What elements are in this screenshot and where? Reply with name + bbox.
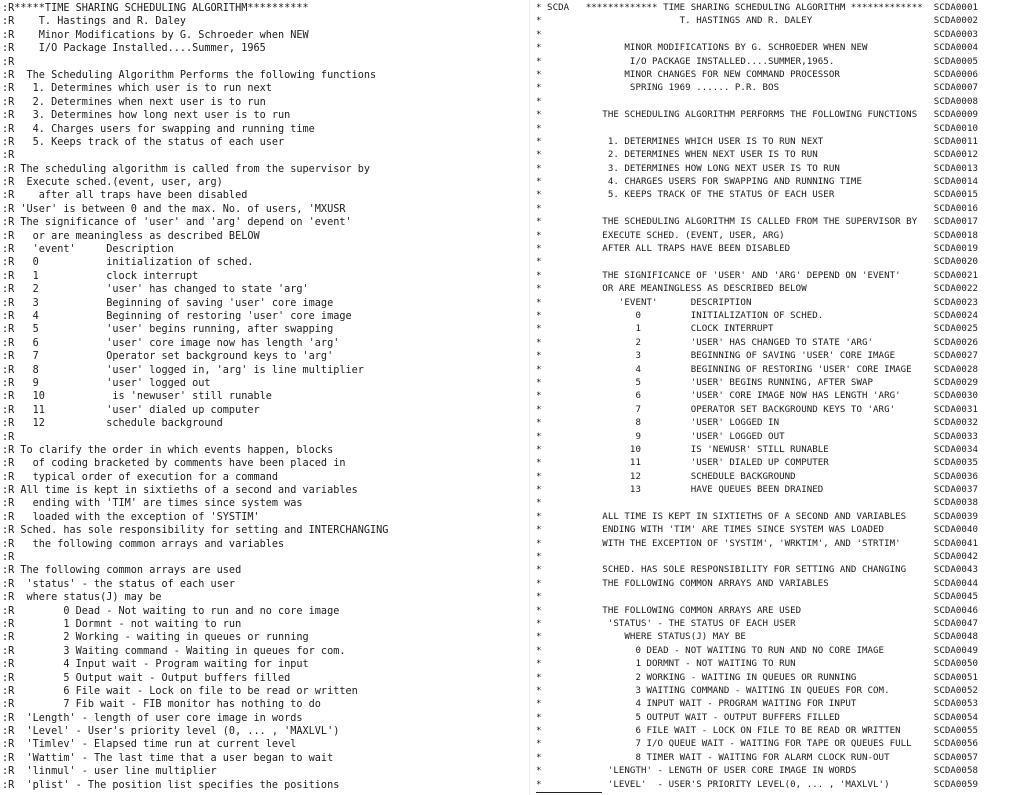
code-line: * 1. DETERMINES WHICH USER IS TO RUN NEXT SCDA0011: [536, 136, 978, 147]
code-line: * SCDA0020: [536, 257, 978, 268]
right-listing-lines: [534, 0, 1024, 792]
code-line: * SCDA ************* TIME SHARING SCHEDULING ALGORITHM ************* SCDA0001: [536, 3, 978, 13]
code-line: * 2 'USER' HAS CHANGED TO STATE 'ARG' SCDA0026: [536, 337, 978, 348]
code-line: * THE SCHEDULING ALGORITHM IS CALLED FROM THE SUPERVISOR BY SCDA0017: [536, 217, 978, 228]
code-line: * 6 'USER' CORE IMAGE NOW HAS LENGTH 'ARG' SCDA0030: [536, 391, 978, 402]
code-line: * 5. KEEPS TRACK OF THE STATUS OF EACH USER SCDA0015: [536, 190, 978, 201]
code-line: :R 'User' is between 0 and the max. No. of users, 'MXUSR: [2, 203, 346, 215]
code-line: :R where status(J) may be: [2, 592, 162, 604]
code-line: * 6 FILE WAIT - LOCK ON FILE TO BE READ OR WRITTEN SCDA0055: [536, 726, 978, 737]
code-line: * ALL TIME IS KEPT IN SIXTIETHS OF A SECOND AND VARIABLES SCDA0039: [536, 511, 978, 522]
code-line: * WHERE STATUS(J) MAY BE SCDA0048: [536, 632, 978, 643]
code-line: :R 5. Keeps track of the status of each user: [2, 136, 285, 148]
code-line: * 10 IS 'NEWUSR' STILL RUNABLE SCDA0034: [536, 444, 978, 455]
code-line: :R 'Level' - User's priority level (0, ... , 'MAXLVL'): [2, 726, 340, 738]
code-line: * 2 WORKING - WAITING IN QUEUES OR RUNNING SCDA0051: [536, 672, 978, 683]
code-line: :R: [2, 150, 15, 162]
code-line: :R after all traps have been disabled: [2, 190, 248, 202]
code-line: * THE FOLLOWING COMMON ARRAYS ARE USED SCDA0046: [536, 605, 978, 616]
code-line: :R 4. Charges users for swapping and running time: [2, 123, 315, 135]
code-line: * THE FOLLOWING COMMON ARRAYS AND VARIABLES SCDA0044: [536, 578, 978, 589]
code-line: :R 4 Input wait - Program waiting for input: [2, 659, 309, 671]
code-line: * 11 'USER' DIALED UP COMPUTER SCDA0035: [536, 458, 978, 469]
code-line: :R The following common arrays are used: [2, 565, 242, 577]
code-line: :R 7 Fib wait - FIB monitor has nothing to do: [2, 699, 321, 711]
code-line: * SCDA0010: [536, 123, 978, 134]
code-line: :R 5 'user' begins running, after swapping: [2, 324, 334, 336]
code-line: * SCDA0003: [536, 29, 978, 40]
code-line: * 7 OPERATOR SET BACKGROUND KEYS TO 'ARG' SCDA0031: [536, 404, 978, 415]
code-line: :R 'linmul' - user line multiplier: [2, 766, 217, 778]
code-line: * 1 CLOCK INTERRUPT SCDA0025: [536, 324, 978, 335]
code-line: * 5 OUTPUT WAIT - OUTPUT BUFFERS FILLED SCDA0054: [536, 712, 978, 723]
code-line: :R*****TIME SHARING SCHEDULING ALGORITHM**********: [2, 3, 309, 14]
code-line: * AFTER ALL TRAPS HAVE BEEN DISABLED SCDA0019: [536, 244, 978, 255]
code-line: :R of coding bracketed by comments have been placed in: [2, 458, 346, 470]
code-line: :R loaded with the exception of 'SYSTIM': [2, 511, 260, 523]
code-line: * MINOR MODIFICATIONS BY G. SCHROEDER WHEN NEW SCDA0004: [536, 43, 978, 54]
code-line: :R 'Wattim' - The last time that a user began to wait: [2, 752, 334, 764]
code-line: :R 3 Waiting command - Waiting in queues for com.: [2, 645, 346, 657]
code-line: * 4 BEGINNING OF RESTORING 'USER' CORE IMAGE SCDA0028: [536, 364, 978, 375]
code-line: * SCDA0042: [536, 552, 978, 563]
code-line: * MINOR CHANGES FOR NEW COMMAND PROCESSOR SCDA0006: [536, 69, 978, 80]
code-line: * EXECUTE SCHED. (EVENT, USER, ARG) SCDA0018: [536, 230, 978, 241]
code-line: :R: [2, 431, 15, 443]
code-line: :R 6 'user' core image now has length 'arg': [2, 337, 340, 349]
code-line: * 12 SCHEDULE BACKGROUND SCDA0036: [536, 471, 978, 482]
code-line: :R The significance of 'user' and 'arg' depend on 'event': [2, 217, 352, 229]
code-line: :R 3 Beginning of saving 'user' core image: [2, 297, 334, 309]
code-line: * 'LENGTH' - LENGTH OF USER CORE IMAGE IN WORDS SCDA0058: [536, 766, 978, 777]
code-line: * I/O PACKAGE INSTALLED....SUMMER,1965. SCDA0005: [536, 56, 978, 67]
code-line: * 7 I/O QUEUE WAIT - WAITING FOR TAPE OR QUEUES FULL SCDA0056: [536, 739, 978, 750]
code-line: * 0 INITIALIZATION OF SCHED. SCDA0024: [536, 310, 978, 321]
code-line: * 'LEVEL' - USER'S PRIORITY LEVEL(0, ... , 'MAXLVL') SCDA0059: [536, 779, 978, 790]
code-line: :R 2. Determines when next user is to run: [2, 96, 266, 108]
code-line: :R: [2, 56, 15, 68]
code-line: * OR ARE MEANINGLESS AS DESCRIBED BELOW SCDA0022: [536, 284, 978, 295]
code-line: * 3 BEGINNING OF SAVING 'USER' CORE IMAGE SCDA0027: [536, 351, 978, 362]
code-line: :R 5 Output wait - Output buffers filled: [2, 672, 291, 684]
code-line: * THE SIGNIFICANCE OF 'USER' AND 'ARG' DEPEND ON 'EVENT' SCDA0021: [536, 270, 978, 281]
code-line: :R Execute sched.(event, user, arg): [2, 177, 223, 189]
code-line: :R The Scheduling Algorithm Performs the following functions: [2, 69, 377, 81]
code-line: :R ending with 'TIM' are times since system was: [2, 498, 303, 510]
code-line: * THE SCHEDULING ALGORITHM PERFORMS THE FOLLOWING FUNCTIONS SCDA0009: [536, 110, 978, 121]
code-line: :R 9 'user' logged out: [2, 377, 211, 389]
code-line: * T. HASTINGS AND R. DALEY SCDA0002: [536, 16, 978, 27]
code-line: :R 10 is 'newuser' still runable: [2, 391, 272, 403]
code-line: :R 'Length' - length of user core image in words: [2, 712, 303, 724]
code-line: :R or are meaningless as described BELOW: [2, 230, 260, 242]
code-line: :R 2 Working - waiting in queues or running: [2, 632, 309, 644]
code-line: * SPRING 1969 ...... P.R. BOS SCDA0007: [536, 83, 978, 94]
code-line: :R 1 Dormnt - not waiting to run: [2, 618, 242, 630]
code-line: * 13 HAVE QUEUES BEEN DRAINED SCDA0037: [536, 485, 978, 496]
code-line: :R 8 'user' logged in, 'arg' is line multiplier: [2, 364, 364, 376]
code-line: :R 'status' - the status of each user: [2, 578, 236, 590]
code-line: * 9 'USER' LOGGED OUT SCDA0033: [536, 431, 978, 442]
code-line: :R: [2, 552, 15, 564]
code-line: :R All time is kept in sixtieths of a second and variables: [2, 485, 358, 497]
code-line: * 1 DORMNT - NOT WAITING TO RUN SCDA0050: [536, 659, 978, 670]
right-source-listing: [534, 0, 1024, 795]
code-line: * 3. DETERMINES HOW LONG NEXT USER IS TO RUN SCDA0013: [536, 163, 978, 174]
code-line: :R 0 initialization of sched.: [2, 257, 254, 269]
code-line: :R 'plist' - The position list specifies the positions: [2, 779, 340, 791]
code-line: :R The scheduling algorithm is called from the supervisor by: [2, 163, 371, 175]
code-line: * 4. CHARGES USERS FOR SWAPPING AND RUNNING TIME SCDA0014: [536, 177, 978, 188]
code-line: * SCHED. HAS SOLE RESPONSIBILITY FOR SETTING AND CHANGING SCDA0043: [536, 565, 978, 576]
code-line: :R 6 File wait - Lock on file to be read or written: [2, 685, 358, 697]
pane-divider: [529, 0, 530, 795]
code-line: :R 12 schedule background: [2, 418, 223, 430]
code-line: * 'STATUS' - THE STATUS OF EACH USER SCDA0047: [536, 618, 978, 629]
code-line: :R 'event' Description: [2, 244, 174, 256]
code-line: * SCDA0008: [536, 96, 978, 107]
code-line: :R 4 Beginning of restoring 'user' core image: [2, 310, 352, 322]
code-line: :R 7 Operator set background keys to 'arg': [2, 351, 334, 363]
code-line: :R 2 'user' has changed to state 'arg': [2, 284, 309, 296]
code-line: * 0 DEAD - NOT WAITING TO RUN AND NO CORE IMAGE SCDA0049: [536, 645, 978, 656]
code-line: * ENDING WITH 'TIM' ARE TIMES SINCE SYSTEM WAS LOADED SCDA0040: [536, 525, 978, 536]
code-line: * 4 INPUT WAIT - PROGRAM WAITING FOR INPUT SCDA0053: [536, 699, 978, 710]
code-line: * WITH THE EXCEPTION OF 'SYSTIM', 'WRKTIM', AND 'STRTIM' SCDA0041: [536, 538, 978, 549]
code-line: :R 'Timlev' - Elapsed time run at current level: [2, 739, 297, 751]
code-line: :R typical order of execution for a command: [2, 471, 279, 483]
code-line: * 5 'USER' BEGINS RUNNING, AFTER SWAP SCDA0029: [536, 377, 978, 388]
code-line: :R Minor Modifications by G. Schroeder when NEW: [2, 29, 309, 41]
code-line: :R 1 clock interrupt: [2, 270, 199, 282]
code-line: :R I/O Package Installed....Summer, 1965: [2, 43, 266, 55]
bottom-rule: [536, 792, 602, 793]
code-line: * SCDA0038: [536, 498, 978, 509]
code-line: :R 1. Determines which user is to run next: [2, 83, 272, 95]
code-line: * SCDA0045: [536, 592, 978, 603]
code-line: :R the following common arrays and variables: [2, 538, 285, 550]
code-line: :R 11 'user' dialed up computer: [2, 404, 260, 416]
code-line: * 2. DETERMINES WHEN NEXT USER IS TO RUN SCDA0012: [536, 150, 978, 161]
code-line: :R 0 Dead - Not waiting to run and no core image: [2, 605, 340, 617]
code-line: * 8 'USER' LOGGED IN SCDA0032: [536, 418, 978, 429]
code-line: :R 3. Determines how long next user is to run: [2, 110, 291, 122]
code-line: * 8 TIMER WAIT - WAITING FOR ALARM CLOCK RUN-OUT SCDA0057: [536, 752, 978, 763]
code-line: :R Sched. has sole responsibility for setting and INTERCHANGING: [2, 525, 389, 537]
code-line: * 'EVENT' DESCRIPTION SCDA0023: [536, 297, 978, 308]
code-line: * 3 WAITING COMMAND - WAITING IN QUEUES FOR COM. SCDA0052: [536, 685, 978, 696]
code-line: :R T. Hastings and R. Daley: [2, 16, 187, 28]
code-line: * SCDA0016: [536, 203, 978, 214]
code-line: :R To clarify the order in which events happen, blocks: [2, 444, 334, 456]
